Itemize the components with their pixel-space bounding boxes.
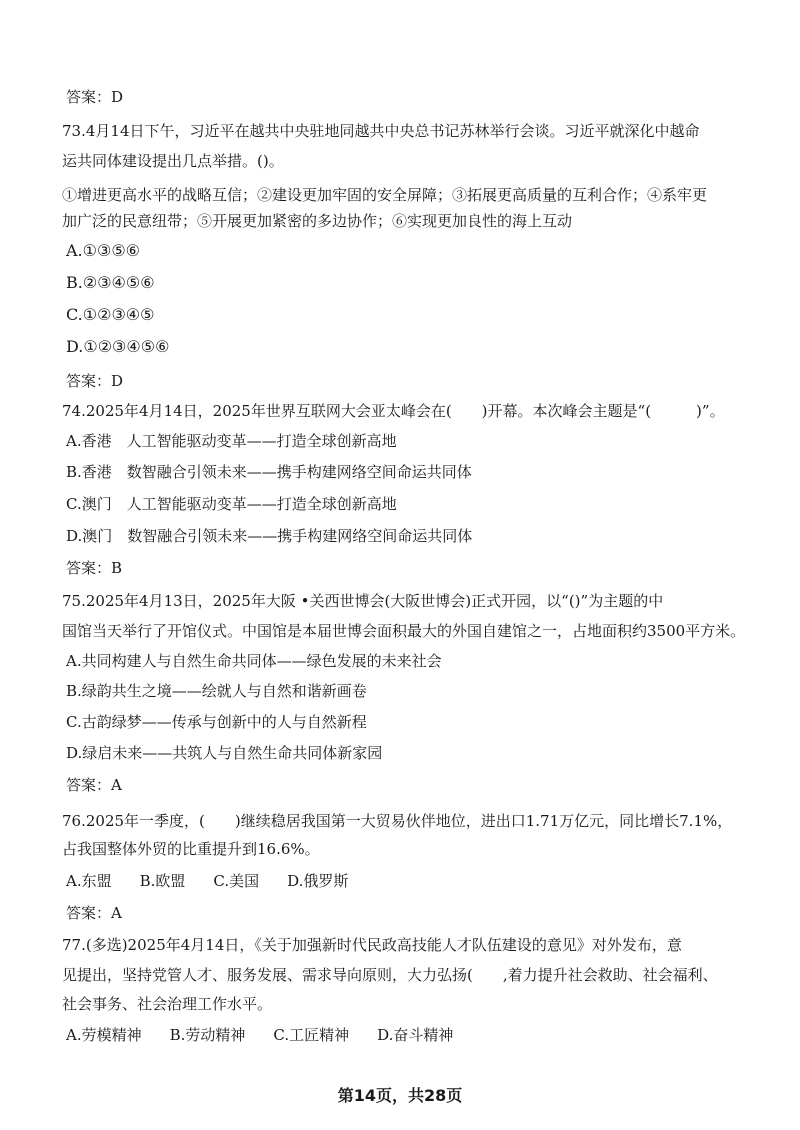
q76-option-c: C.美国 (213, 872, 260, 890)
q76-option-a: A.东盟 (66, 872, 112, 890)
q77-stem-line-2: 见提出，坚持党管人才、服务发展、需求导向原则，大力弘扬( ,着力提升社会救助、社会福利、 (62, 966, 718, 984)
q75-option-c: C.古韵绿梦——传承与创新中的人与自然新程 (66, 713, 367, 731)
q74-option-b: B.香港 数智融合引领未来——携手构建网络空间命运共同体 (66, 463, 472, 481)
q73-option-a: A.①③⑤⑥ (66, 241, 141, 260)
q73-items-line-2: 加广泛的民意纽带；⑤开展更加紧密的多边协作；⑥实现更加良性的海上互动 (62, 212, 573, 230)
q75-option-b: B.绿韵共生之境——绘就人与自然和谐新画卷 (66, 682, 367, 700)
q76-stem-line-2: 占我国整体外贸的比重提升到16.6%。 (62, 840, 320, 858)
q77-options (66, 1024, 760, 1046)
q75-stem-line-2: 国馆当天举行了开馆仪式。中国馆是本届世博会面积最大的外国自建馆之一，占地面积约3500平方米。 (62, 622, 746, 640)
q74-stem: 74.2025年4月14日，2025年世界互联网大会亚太峰会在( )开幕。本次峰会主题是“( )”。 (62, 402, 725, 420)
q77-stem-line-3: 社会事务、社会治理工作水平。 (62, 995, 273, 1013)
q75-option-a: A.共同构建人与自然生命共同体——绿色发展的未来社会 (66, 652, 442, 670)
q73-option-d: D.①②③④⑤⑥ (66, 337, 170, 356)
q75-stem-line-1: 75.2025年4月13日，2025年大阪 •关西世博会(大阪世博会)正式开园，以“()”为主题的中 (62, 592, 664, 610)
q76-option-b: B.欧盟 (139, 872, 186, 890)
q74-option-c: C.澳门 人工智能驱动变革——打造全球创新高地 (66, 495, 397, 513)
page-number-footer: 第14页，共28页 (337, 1086, 463, 1105)
q73-items-line-1: ①增进更高水平的战略互信；②建设更加牢固的安全屏障；③拓展更高质量的互利合作；④系牢更 (62, 186, 708, 204)
q74-option-a: A.香港 人工智能驱动变革——打造全球创新高地 (66, 432, 397, 450)
q73-stem-line-1: 73.4月14日下午，习近平在越共中央驻地同越共中央总书记苏林举行会谈。习近平就深化中越命 (62, 122, 700, 140)
q77-option-d: D.奋斗精神 (377, 1026, 454, 1044)
q73-option-b: B.②③④⑤⑥ (66, 273, 155, 292)
q77-stem-line-1: 77.(多选)2025年4月14日，《关于加强新时代民政高技能人才队伍建设的意见》对外发布，意 (62, 936, 682, 954)
q74-option-d: D.澳门 数智融合引领未来——携手构建网络空间命运共同体 (66, 527, 473, 545)
q76-option-d: D.俄罗斯 (287, 872, 349, 890)
q76-options (66, 870, 760, 892)
q72-answer: 答案：D (66, 88, 124, 106)
q74-answer: 答案：B (66, 559, 123, 577)
q76-answer: 答案：A (66, 904, 122, 922)
q76-stem-line-1: 76.2025年一季度，( )继续稳居我国第一大贸易伙伴地位，进出口1.71万亿元，同比增长7.1%， (62, 812, 733, 830)
q75-answer: 答案：A (66, 776, 122, 794)
q77-option-b: B.劳动精神 (169, 1026, 246, 1044)
q73-answer: 答案：D (66, 372, 124, 390)
q77-option-a: A.劳模精神 (66, 1026, 142, 1044)
q73-option-c: C.①②③④⑤ (66, 305, 155, 324)
q73-stem-line-2: 运共同体建设提出几点举措。()。 (62, 152, 284, 170)
q77-option-c: C.工匠精神 (273, 1026, 350, 1044)
q75-option-d: D.绿启未来——共筑人与自然生命共同体新家园 (66, 744, 383, 762)
